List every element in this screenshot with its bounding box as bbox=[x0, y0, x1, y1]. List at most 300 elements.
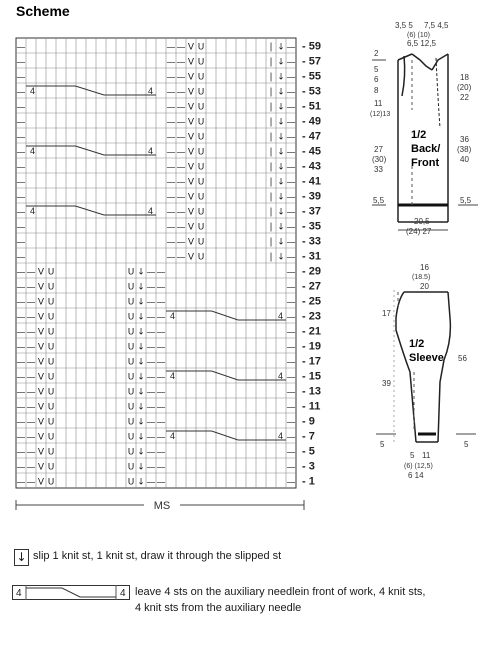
slip-stitch: V bbox=[37, 342, 45, 353]
purl-stitch: — bbox=[286, 342, 296, 353]
yarn-over-stitch: U bbox=[47, 342, 55, 353]
purl-stitch: — bbox=[26, 282, 36, 293]
bf-top-d: 7,5 4,5 bbox=[424, 21, 449, 30]
row-number: - 17 bbox=[302, 355, 321, 368]
cable-symbol-icon bbox=[12, 585, 130, 601]
purl-stitch: — bbox=[286, 387, 296, 398]
bf-hem-r: 5,5 bbox=[460, 196, 472, 205]
slip-stitch: V bbox=[187, 132, 195, 143]
bf-right-d: 36 bbox=[460, 135, 469, 144]
purl-stitch: — bbox=[156, 312, 166, 323]
purl-stitch: — bbox=[286, 162, 296, 173]
bf-arm-a: 11 bbox=[374, 99, 383, 108]
dec-stitch: ↓ bbox=[137, 447, 145, 458]
purl-stitch: — bbox=[16, 117, 26, 128]
yarn-over-stitch: U bbox=[127, 477, 135, 488]
purl-stitch: — bbox=[16, 207, 26, 218]
row-number: - 5 bbox=[302, 445, 315, 458]
purl-stitch: — bbox=[156, 357, 166, 368]
bf-top-c: 6,5 12,5 bbox=[407, 39, 436, 48]
row-number: - 43 bbox=[302, 160, 321, 173]
purl-stitch: — bbox=[176, 102, 186, 113]
purl-stitch: — bbox=[166, 177, 176, 188]
dec-stitch: ↓ bbox=[277, 87, 285, 98]
purl-stitch: — bbox=[166, 237, 176, 248]
dec-stitch: ↓ bbox=[137, 297, 145, 308]
yarn-over-stitch: U bbox=[47, 297, 55, 308]
sl-label-1: 1/2 bbox=[409, 338, 425, 350]
slip-stitch: V bbox=[187, 87, 195, 98]
purl-stitch: — bbox=[16, 312, 26, 323]
purl-stitch: — bbox=[286, 57, 296, 68]
row-number: - 35 bbox=[302, 220, 321, 233]
yarn-over-stitch: U bbox=[47, 312, 55, 323]
row-number: - 13 bbox=[302, 385, 321, 398]
knit-stitch: | bbox=[269, 192, 273, 203]
purl-stitch: — bbox=[286, 132, 296, 143]
bf-right-e: (38) bbox=[457, 145, 472, 154]
yarn-over-stitch: U bbox=[197, 192, 205, 203]
purl-stitch: — bbox=[26, 447, 36, 458]
sl-bottom-b: 11 bbox=[422, 451, 431, 460]
purl-stitch: — bbox=[16, 102, 26, 113]
svg-text:4: 4 bbox=[16, 588, 22, 599]
purl-stitch: — bbox=[146, 297, 156, 308]
knit-stitch: | bbox=[269, 237, 273, 248]
sl-total: 56 bbox=[458, 354, 467, 363]
purl-stitch: — bbox=[286, 207, 296, 218]
dec-stitch: ↓ bbox=[277, 72, 285, 83]
purl-stitch: — bbox=[16, 372, 26, 383]
purl-stitch: — bbox=[176, 252, 186, 263]
row-number: - 59 bbox=[302, 40, 321, 53]
yarn-over-stitch: U bbox=[127, 327, 135, 338]
yarn-over-stitch: U bbox=[47, 477, 55, 488]
dec-stitch: ↓ bbox=[277, 162, 285, 173]
purl-stitch: — bbox=[156, 342, 166, 353]
dec-stitch: ↓ bbox=[137, 312, 145, 323]
slip-stitch: V bbox=[187, 147, 195, 158]
cable-count-left: 4 bbox=[30, 206, 36, 216]
bf-arm-b: (12)13 bbox=[370, 111, 391, 118]
purl-stitch: — bbox=[26, 477, 36, 488]
dec-stitch: ↓ bbox=[277, 237, 285, 248]
purl-stitch: — bbox=[286, 297, 296, 308]
yarn-over-stitch: U bbox=[127, 267, 135, 278]
yarn-over-stitch: U bbox=[127, 297, 135, 308]
bf-right-b: (20) bbox=[457, 83, 472, 92]
purl-stitch: — bbox=[16, 267, 26, 278]
slip-stitch: V bbox=[37, 267, 45, 278]
row-number: - 29 bbox=[302, 265, 321, 278]
purl-stitch: — bbox=[166, 117, 176, 128]
purl-stitch: — bbox=[176, 42, 186, 53]
slip-stitch: V bbox=[187, 207, 195, 218]
purl-stitch: — bbox=[286, 402, 296, 413]
svg-text:4: 4 bbox=[120, 588, 126, 599]
purl-stitch: — bbox=[286, 462, 296, 473]
purl-stitch: — bbox=[166, 207, 176, 218]
dec-stitch: ↓ bbox=[137, 462, 145, 473]
knit-stitch: | bbox=[269, 102, 273, 113]
purl-stitch: — bbox=[146, 357, 156, 368]
purl-stitch: — bbox=[286, 417, 296, 428]
purl-stitch: — bbox=[286, 117, 296, 128]
slip-stitch: V bbox=[37, 297, 45, 308]
row-number: - 31 bbox=[302, 250, 321, 263]
knit-stitch: | bbox=[269, 42, 273, 53]
purl-stitch: — bbox=[26, 372, 36, 383]
purl-stitch: — bbox=[176, 162, 186, 173]
purl-stitch: — bbox=[26, 357, 36, 368]
purl-stitch: — bbox=[16, 42, 26, 53]
purl-stitch: — bbox=[166, 147, 176, 158]
cable-count-left: 4 bbox=[170, 311, 176, 321]
legend-slip-text: slip 1 knit st, 1 knit st, draw it through the slipped st bbox=[33, 550, 282, 562]
row-number: - 15 bbox=[302, 370, 321, 383]
row-number: - 37 bbox=[302, 205, 321, 218]
purl-stitch: — bbox=[26, 327, 36, 338]
purl-stitch: — bbox=[16, 447, 26, 458]
bf-label-1: 1/2 bbox=[411, 129, 427, 141]
purl-stitch: — bbox=[146, 447, 156, 458]
slip-stitch: V bbox=[37, 417, 45, 428]
purl-stitch: — bbox=[16, 57, 26, 68]
purl-stitch: — bbox=[16, 342, 26, 353]
knitting-chart bbox=[16, 38, 321, 488]
dec-stitch: ↓ bbox=[137, 372, 145, 383]
bf-right-c: 22 bbox=[460, 93, 469, 102]
slip-stitch: V bbox=[187, 102, 195, 113]
purl-stitch: — bbox=[176, 177, 186, 188]
purl-stitch: — bbox=[176, 57, 186, 68]
purl-stitch: — bbox=[166, 222, 176, 233]
purl-stitch: — bbox=[286, 447, 296, 458]
purl-stitch: — bbox=[286, 282, 296, 293]
dec-stitch: ↓ bbox=[137, 282, 145, 293]
purl-stitch: — bbox=[146, 417, 156, 428]
purl-stitch: — bbox=[166, 87, 176, 98]
legend-cable-line1: leave 4 sts on the auxiliary needlein front of work, 4 knit sts, bbox=[135, 586, 426, 598]
purl-stitch: — bbox=[156, 417, 166, 428]
yarn-over-stitch: U bbox=[197, 162, 205, 173]
row-number: - 39 bbox=[302, 190, 321, 203]
dec-stitch: ↓ bbox=[277, 117, 285, 128]
cable-count-right: 4 bbox=[148, 86, 154, 96]
yarn-over-stitch: U bbox=[47, 357, 55, 368]
cable-count-right: 4 bbox=[278, 431, 284, 441]
purl-stitch: — bbox=[156, 462, 166, 473]
purl-stitch: — bbox=[156, 432, 166, 443]
knit-stitch: | bbox=[269, 132, 273, 143]
dec-stitch: ↓ bbox=[277, 252, 285, 263]
yarn-over-stitch: U bbox=[47, 402, 55, 413]
purl-stitch: — bbox=[286, 432, 296, 443]
sl-bottom-d: 6 14 bbox=[408, 471, 424, 480]
purl-stitch: — bbox=[16, 177, 26, 188]
purl-stitch: — bbox=[286, 102, 296, 113]
yarn-over-stitch: U bbox=[127, 312, 135, 323]
purl-stitch: — bbox=[16, 147, 26, 158]
slip-stitch: V bbox=[37, 327, 45, 338]
sl-top-a: 16 bbox=[420, 263, 429, 272]
row-number: - 7 bbox=[302, 430, 315, 443]
sl-length: 39 bbox=[382, 379, 391, 388]
knit-stitch: | bbox=[269, 207, 273, 218]
purl-stitch: — bbox=[156, 447, 166, 458]
purl-stitch: — bbox=[166, 102, 176, 113]
slip-stitch: V bbox=[187, 237, 195, 248]
ms-label: MS bbox=[153, 500, 171, 512]
sl-cuff-r: 5 bbox=[464, 440, 469, 449]
yarn-over-stitch: U bbox=[127, 357, 135, 368]
sl-bottom-a: 5 bbox=[410, 451, 415, 460]
bf-hem-l: 5,5 bbox=[373, 196, 385, 205]
bf-label-2: Back/ bbox=[411, 143, 441, 155]
slip-stitch: V bbox=[37, 357, 45, 368]
purl-stitch: — bbox=[286, 267, 296, 278]
purl-stitch: — bbox=[286, 72, 296, 83]
dec-stitch: ↓ bbox=[277, 102, 285, 113]
row-number: - 33 bbox=[302, 235, 321, 248]
purl-stitch: — bbox=[16, 297, 26, 308]
purl-stitch: — bbox=[146, 402, 156, 413]
cable-count-right: 4 bbox=[278, 311, 284, 321]
yarn-over-stitch: U bbox=[197, 132, 205, 143]
purl-stitch: — bbox=[176, 147, 186, 158]
slip-stitch: V bbox=[37, 387, 45, 398]
purl-stitch: — bbox=[176, 72, 186, 83]
yarn-over-stitch: U bbox=[47, 432, 55, 443]
purl-stitch: — bbox=[176, 132, 186, 143]
purl-stitch: — bbox=[16, 72, 26, 83]
purl-stitch: — bbox=[286, 357, 296, 368]
row-number: - 21 bbox=[302, 325, 321, 338]
yarn-over-stitch: U bbox=[127, 417, 135, 428]
purl-stitch: — bbox=[16, 192, 26, 203]
yarn-over-stitch: U bbox=[47, 462, 55, 473]
slip-stitch: V bbox=[187, 117, 195, 128]
cable-count-right: 4 bbox=[148, 206, 154, 216]
purl-stitch: — bbox=[146, 267, 156, 278]
purl-stitch: — bbox=[286, 312, 296, 323]
row-number: - 41 bbox=[302, 175, 321, 188]
purl-stitch: — bbox=[166, 57, 176, 68]
purl-stitch: — bbox=[166, 72, 176, 83]
purl-stitch: — bbox=[286, 222, 296, 233]
purl-stitch: — bbox=[26, 342, 36, 353]
purl-stitch: — bbox=[26, 387, 36, 398]
purl-stitch: — bbox=[16, 87, 26, 98]
yarn-over-stitch: U bbox=[197, 102, 205, 113]
purl-stitch: — bbox=[286, 252, 296, 263]
bf-bottom-b: (24) 27 bbox=[406, 227, 432, 236]
row-number: - 47 bbox=[302, 130, 321, 143]
purl-stitch: — bbox=[146, 372, 156, 383]
dec-stitch: ↓ bbox=[137, 267, 145, 278]
purl-stitch: — bbox=[16, 162, 26, 173]
purl-stitch: — bbox=[156, 477, 166, 488]
purl-stitch: — bbox=[166, 42, 176, 53]
row-number: - 51 bbox=[302, 100, 321, 113]
bf-top-a: 3,5 5 bbox=[395, 21, 413, 30]
sleeve-schematic bbox=[376, 263, 476, 480]
slip-stitch: V bbox=[187, 252, 195, 263]
yarn-over-stitch: U bbox=[197, 87, 205, 98]
purl-stitch: — bbox=[286, 192, 296, 203]
purl-stitch: — bbox=[286, 87, 296, 98]
purl-stitch: — bbox=[16, 132, 26, 143]
row-number: - 45 bbox=[302, 145, 321, 158]
sl-top-c: 20 bbox=[420, 282, 429, 291]
row-number: - 11 bbox=[302, 400, 321, 413]
purl-stitch: — bbox=[146, 387, 156, 398]
knit-stitch: | bbox=[269, 147, 273, 158]
legend-cable-line2: 4 knit sts from the auxiliary needle bbox=[135, 602, 302, 614]
row-number: - 27 bbox=[302, 280, 321, 293]
purl-stitch: — bbox=[16, 357, 26, 368]
yarn-over-stitch: U bbox=[127, 282, 135, 293]
yarn-over-stitch: U bbox=[127, 387, 135, 398]
yarn-over-stitch: U bbox=[197, 207, 205, 218]
purl-stitch: — bbox=[156, 267, 166, 278]
dec-stitch: ↓ bbox=[277, 132, 285, 143]
bf-side-b: (30) bbox=[372, 155, 387, 164]
knit-stitch: | bbox=[269, 117, 273, 128]
dec-stitch: ↓ bbox=[137, 432, 145, 443]
purl-stitch: — bbox=[26, 312, 36, 323]
bf-side-c: 33 bbox=[374, 165, 383, 174]
purl-stitch: — bbox=[146, 327, 156, 338]
bf-right-f: 40 bbox=[460, 155, 469, 164]
purl-stitch: — bbox=[26, 417, 36, 428]
purl-stitch: — bbox=[26, 432, 36, 443]
purl-stitch: — bbox=[16, 252, 26, 263]
dec-stitch: ↓ bbox=[137, 387, 145, 398]
yarn-over-stitch: U bbox=[127, 432, 135, 443]
slip-stitch: V bbox=[37, 312, 45, 323]
purl-stitch: — bbox=[176, 192, 186, 203]
slip-stitch: V bbox=[187, 42, 195, 53]
purl-stitch: — bbox=[146, 432, 156, 443]
purl-stitch: — bbox=[176, 87, 186, 98]
knit-stitch: | bbox=[269, 252, 273, 263]
bf-bottom-a: 20,5 bbox=[414, 217, 430, 226]
dec-stitch: ↓ bbox=[277, 192, 285, 203]
yarn-over-stitch: U bbox=[47, 327, 55, 338]
dec-stitch: ↓ bbox=[277, 222, 285, 233]
row-number: - 25 bbox=[302, 295, 321, 308]
row-number: - 49 bbox=[302, 115, 321, 128]
dec-symbol-icon: ↓ bbox=[14, 549, 29, 566]
purl-stitch: — bbox=[156, 327, 166, 338]
row-number: - 3 bbox=[302, 460, 315, 473]
slip-stitch: V bbox=[187, 192, 195, 203]
bf-top-b: (6) (10) bbox=[407, 32, 430, 39]
slip-stitch: V bbox=[37, 282, 45, 293]
bf-neck-a: 5 bbox=[374, 65, 379, 74]
yarn-over-stitch: U bbox=[197, 147, 205, 158]
sl-cap: 17 bbox=[382, 309, 391, 318]
purl-stitch: — bbox=[16, 222, 26, 233]
cable-count-left: 4 bbox=[170, 371, 176, 381]
yarn-over-stitch: U bbox=[47, 267, 55, 278]
yarn-over-stitch: U bbox=[47, 387, 55, 398]
purl-stitch: — bbox=[156, 282, 166, 293]
yarn-over-stitch: U bbox=[197, 57, 205, 68]
purl-stitch: — bbox=[16, 282, 26, 293]
knit-stitch: | bbox=[269, 72, 273, 83]
purl-stitch: — bbox=[286, 327, 296, 338]
row-number: - 1 bbox=[302, 475, 315, 488]
ms-marker bbox=[16, 500, 304, 512]
yarn-over-stitch: U bbox=[197, 237, 205, 248]
slip-stitch: V bbox=[187, 162, 195, 173]
yarn-over-stitch: U bbox=[47, 447, 55, 458]
purl-stitch: — bbox=[26, 297, 36, 308]
purl-stitch: — bbox=[286, 237, 296, 248]
row-number: - 9 bbox=[302, 415, 315, 428]
cable-count-right: 4 bbox=[148, 146, 154, 156]
purl-stitch: — bbox=[286, 372, 296, 383]
dec-stitch: ↓ bbox=[137, 477, 145, 488]
purl-stitch: — bbox=[166, 252, 176, 263]
yarn-over-stitch: U bbox=[127, 447, 135, 458]
purl-stitch: — bbox=[16, 462, 26, 473]
yarn-over-stitch: U bbox=[197, 177, 205, 188]
knit-stitch: | bbox=[269, 162, 273, 173]
bf-neck-c: 8 bbox=[374, 86, 379, 95]
sl-top-b: (18.5) bbox=[412, 274, 431, 281]
row-number: - 55 bbox=[302, 70, 321, 83]
sl-label-2: Sleeve bbox=[409, 352, 444, 364]
yarn-over-stitch: U bbox=[127, 342, 135, 353]
yarn-over-stitch: U bbox=[197, 42, 205, 53]
purl-stitch: — bbox=[176, 207, 186, 218]
knit-stitch: | bbox=[269, 177, 273, 188]
bf-label-3: Front bbox=[411, 157, 440, 169]
knit-stitch: | bbox=[269, 87, 273, 98]
yarn-over-stitch: U bbox=[47, 417, 55, 428]
yarn-over-stitch: U bbox=[47, 282, 55, 293]
slip-stitch: V bbox=[37, 477, 45, 488]
purl-stitch: — bbox=[146, 312, 156, 323]
dec-stitch: ↓ bbox=[277, 42, 285, 53]
cable-count-left: 4 bbox=[170, 431, 176, 441]
dec-stitch: ↓ bbox=[277, 147, 285, 158]
slip-stitch: V bbox=[37, 372, 45, 383]
row-number: - 23 bbox=[302, 310, 321, 323]
dec-stitch: ↓ bbox=[277, 177, 285, 188]
purl-stitch: — bbox=[146, 282, 156, 293]
yarn-over-stitch: U bbox=[127, 372, 135, 383]
sl-bottom-c: (6) (12,5) bbox=[404, 463, 433, 470]
sl-cuff-l: 5 bbox=[380, 440, 385, 449]
purl-stitch: — bbox=[146, 477, 156, 488]
purl-stitch: — bbox=[286, 177, 296, 188]
purl-stitch: — bbox=[166, 162, 176, 173]
yarn-over-stitch: U bbox=[127, 462, 135, 473]
slip-stitch: V bbox=[187, 57, 195, 68]
slip-stitch: V bbox=[37, 447, 45, 458]
slip-stitch: V bbox=[187, 72, 195, 83]
purl-stitch: — bbox=[16, 477, 26, 488]
yarn-over-stitch: U bbox=[197, 222, 205, 233]
cable-count-left: 4 bbox=[30, 86, 36, 96]
dec-stitch: ↓ bbox=[137, 402, 145, 413]
cable-count-left: 4 bbox=[30, 146, 36, 156]
back-front-schematic bbox=[370, 21, 478, 236]
